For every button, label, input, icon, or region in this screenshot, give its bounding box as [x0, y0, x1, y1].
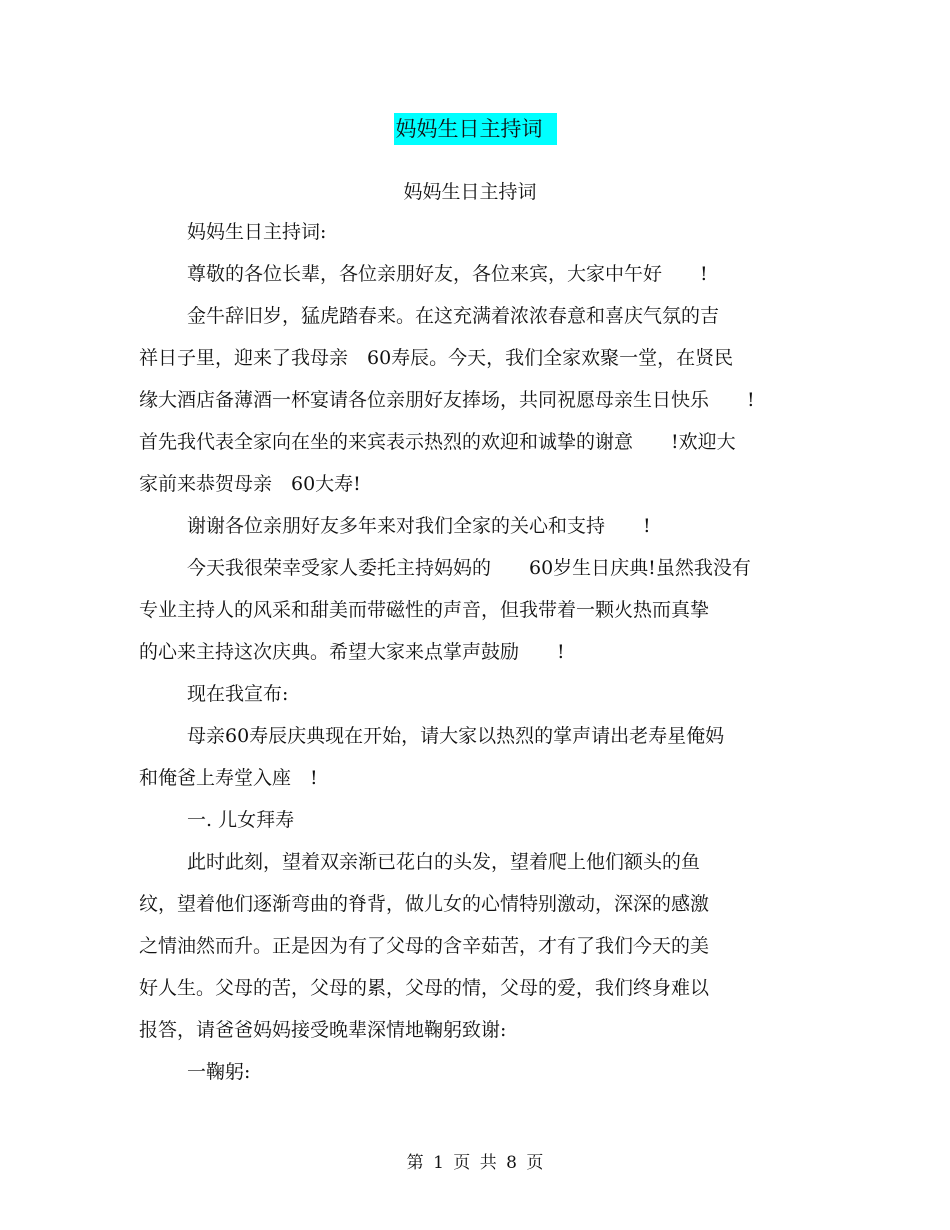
- text-line: 现在我宣布:: [187, 683, 289, 705]
- text-line: 纹，望着他们逐渐弯曲的脊背，做儿女的心情特别激动，深深的感激: [139, 893, 710, 915]
- text-line: 谢谢各位亲朋好友多年来对我们全家的关心和支持 !: [187, 515, 651, 537]
- main-title: 妈妈生日主持词: [394, 113, 557, 145]
- text-line: 一鞠躬:: [187, 1061, 251, 1083]
- text-line: 妈妈生日主持词:: [187, 221, 327, 243]
- subtitle: 妈妈生日主持词: [403, 181, 537, 203]
- text-line: 首先我代表全家向在坐的来宾表示热烈的欢迎和诚挚的谢意 !欢迎大: [139, 431, 736, 453]
- document-body: [139, 218, 809, 1100]
- text-line: 好人生。父母的苦，父母的累，父母的情，父母的爱，我们终身难以: [139, 977, 710, 999]
- text-line: 缘大酒店备薄酒一杯宴请各位亲朋好友捧场，共同祝愿母亲生日快乐 !: [139, 389, 755, 411]
- page-footer: 第 1 页 共 8 页: [406, 1153, 544, 1173]
- main-title-row: [0, 113, 950, 145]
- text-line: 之情油然而升。正是因为有了父母的含辛茹苦，才有了我们今天的美: [139, 935, 710, 957]
- text-line: 报答，请爸爸妈妈接受晚辈深情地鞠躬致谢:: [139, 1019, 507, 1041]
- text-line: 此时此刻，望着双亲渐已花白的头发，望着爬上他们额头的鱼: [187, 851, 701, 873]
- text-line: 尊敬的各位长辈，各位亲朋好友，各位来宾，大家中午好 !: [187, 263, 708, 285]
- text-line: 和俺爸上寿堂入座 !: [139, 767, 318, 789]
- text-line: 一. 儿女拜寿: [187, 809, 295, 831]
- text-line: 金牛辞旧岁，猛虎踏春来。在这充满着浓浓春意和喜庆气氛的吉: [187, 305, 720, 327]
- text-line: 的心来主持这次庆典。希望大家来点掌声鼓励 !: [139, 641, 565, 663]
- text-line: 母亲60寿辰庆典现在开始，请大家以热烈的掌声请出老寿星俺妈: [187, 725, 725, 747]
- text-line: 专业主持人的风采和甜美而带磁性的声音，但我带着一颗火热而真挚: [139, 599, 710, 621]
- text-line: 今天我很荣幸受家人委托主持妈妈的 60岁生日庆典!虽然我没有: [187, 557, 751, 579]
- text-line: 祥日子里，迎来了我母亲 60寿辰。今天，我们全家欢聚一堂，在贤民: [139, 347, 734, 369]
- text-line: 家前来恭贺母亲 60大寿!: [139, 473, 361, 495]
